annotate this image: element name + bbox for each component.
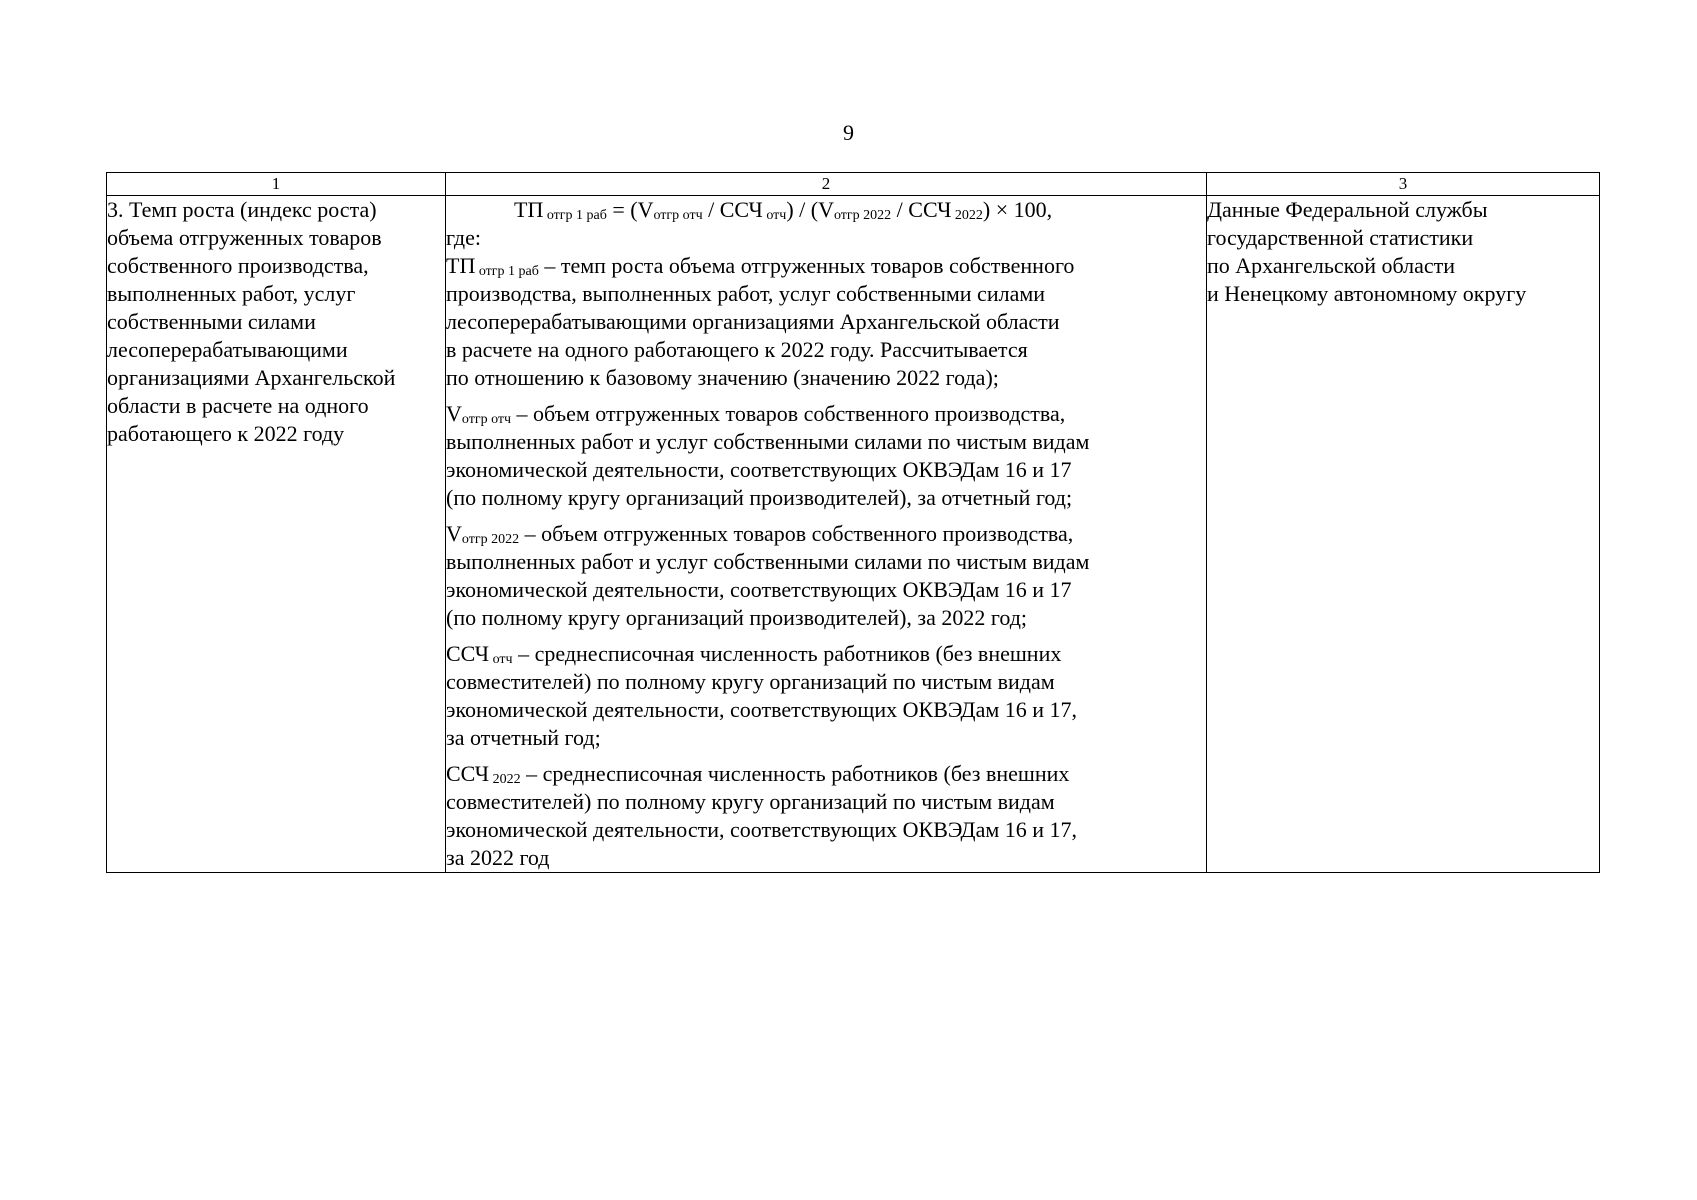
definition-line: экономической деятельности, соответствующих ОКВЭДам 16 и 17	[446, 577, 1072, 602]
data-source-cell	[1207, 196, 1600, 873]
formula-part: ) / (V	[786, 197, 834, 222]
definition-v-otch	[446, 400, 1206, 512]
formula-block	[446, 196, 1206, 392]
formula	[446, 196, 1206, 224]
definition-first-line	[446, 400, 1206, 428]
definition-line: по отношению к базовому значению (значению 2022 года);	[446, 365, 999, 390]
definition-text: – среднесписочная численность работников (без внешних	[512, 641, 1062, 666]
indicator-name-line: выполненных работ, услуг	[107, 281, 356, 306]
indicator-name-line: лесоперерабатывающими	[107, 337, 348, 362]
formula-subscript: отгр отч	[653, 208, 703, 223]
formula-part: / ССЧ	[891, 197, 952, 222]
definition-first-line	[446, 520, 1206, 548]
formula-subscript: отгр 1 раб	[543, 208, 607, 223]
definition-line: (по полному кругу организаций производителей), за отчетный год;	[446, 485, 1073, 510]
definition-symbol: V	[446, 521, 462, 546]
header-col-1: 1	[107, 173, 446, 196]
definition-subscript: отгр отч	[461, 412, 512, 427]
where-label: где:	[446, 225, 481, 250]
definition-symbol: ССЧ	[446, 641, 490, 666]
table-row	[107, 196, 1600, 873]
definition-line: экономической деятельности, соответствующих ОКВЭДам 16 и 17	[446, 457, 1072, 482]
formula-part: ) × 100,	[982, 197, 1053, 222]
formula-subscript: отч	[762, 208, 787, 223]
definition-subscript: отгр 2022	[461, 532, 520, 547]
definition-line: лесоперерабатывающими организациями Архангельской области	[446, 309, 1060, 334]
indicator-name-line: объема отгруженных товаров	[107, 225, 382, 250]
definition-line: совместителей) по полному кругу организаций по чистым видам	[446, 669, 1055, 694]
formula-part: ТП	[514, 197, 544, 222]
indicator-name-cell	[107, 196, 446, 873]
definition-subscript: 2022	[489, 772, 521, 787]
indicator-name-line: 3. Темп роста (индекс роста)	[107, 197, 377, 222]
data-source-line: и Ненецкому автономному округу	[1207, 281, 1527, 306]
definition-line: экономической деятельности, соответствующих ОКВЭДам 16 и 17,	[446, 817, 1078, 842]
data-source-line: по Архангельской области	[1207, 253, 1456, 278]
definition-first-line	[446, 760, 1206, 788]
definition-symbol: ССЧ	[446, 761, 490, 786]
calculation-method-cell	[446, 196, 1207, 873]
definition-ssch-2022	[446, 760, 1206, 872]
definition-line: выполненных работ и услуг собственными силами по чистым видам	[446, 429, 1090, 454]
definition-symbol: ТП	[446, 253, 476, 278]
definition-v-2022	[446, 520, 1206, 632]
indicator-name-line: организациями Архангельской	[107, 365, 396, 390]
formula-subscript: 2022	[951, 208, 983, 223]
definition-text: – темп роста объема отгруженных товаров собственного	[538, 253, 1075, 278]
indicator-name-line: работающего к 2022 году	[107, 421, 345, 446]
definition-line: за 2022 год	[446, 845, 550, 870]
definition-first-line	[446, 252, 1206, 280]
definition-line: выполненных работ и услуг собственными силами по чистым видам	[446, 549, 1090, 574]
formula-part: / ССЧ	[702, 197, 763, 222]
header-col-2: 2	[446, 173, 1207, 196]
data-source-line: Данные Федеральной службы	[1207, 197, 1488, 222]
definition-line: совместителей) по полному кругу организаций по чистым видам	[446, 789, 1055, 814]
table-header-row	[107, 173, 1600, 196]
indicator-name-line: области в расчете на одного	[107, 393, 369, 418]
definition-line: производства, выполненных работ, услуг собственными силами	[446, 281, 1046, 306]
data-source-line: государственной статистики	[1207, 225, 1474, 250]
definition-subscript: отгр 1 раб	[475, 264, 539, 279]
formula-part: = (V	[606, 197, 654, 222]
definition-line: экономической деятельности, соответствующих ОКВЭДам 16 и 17,	[446, 697, 1078, 722]
definition-ssch-otch	[446, 640, 1206, 752]
definition-first-line	[446, 640, 1206, 668]
definition-text: – объем отгруженных товаров собственного производства,	[511, 401, 1066, 426]
formula-subscript: отгр 2022	[833, 208, 892, 223]
indicator-name-line: собственными силами	[107, 309, 316, 334]
header-col-3: 3	[1207, 173, 1600, 196]
indicator-name-line: собственного производства,	[107, 253, 369, 278]
definition-line: за отчетный год;	[446, 725, 601, 750]
page-number: 9	[843, 120, 854, 145]
definition-text: – объем отгруженных товаров собственного производства,	[519, 521, 1074, 546]
definition-line: (по полному кругу организаций производителей), за 2022 год;	[446, 605, 1028, 630]
definition-line: в расчете на одного работающего к 2022 году. Рассчитывается	[446, 337, 1028, 362]
definition-symbol: V	[446, 401, 462, 426]
definition-subscript: отч	[489, 652, 513, 667]
indicator-table	[106, 172, 1600, 873]
definition-text: – среднесписочная численность работников (без внешних	[520, 761, 1070, 786]
